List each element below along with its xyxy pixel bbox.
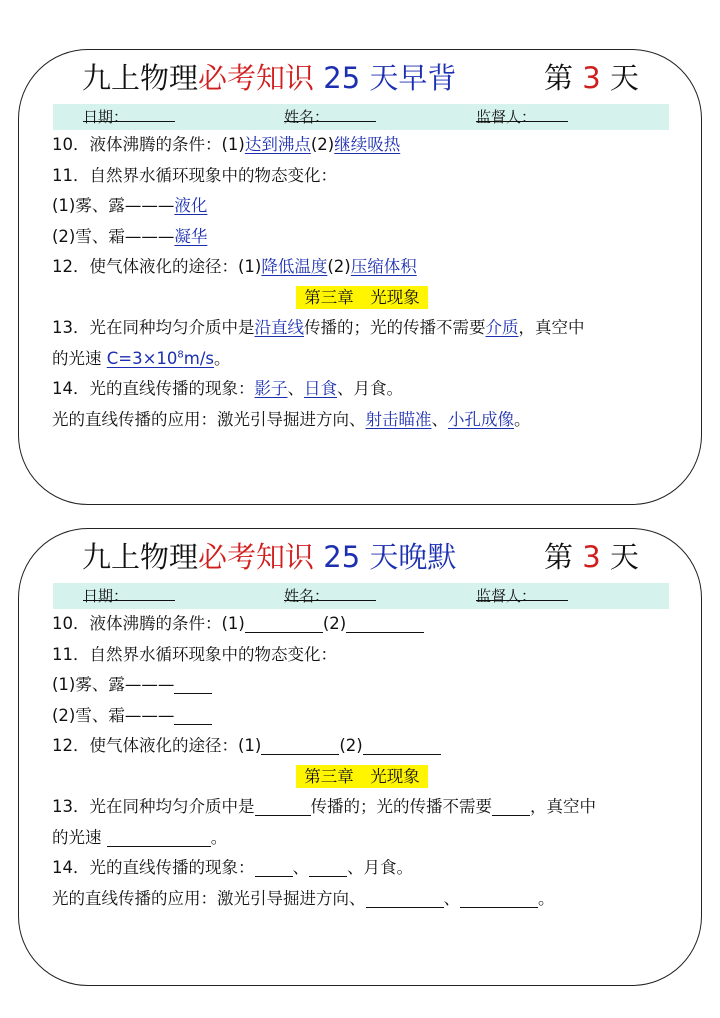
q13-end: ，真空中	[518, 318, 585, 337]
day-number: 3	[582, 61, 601, 95]
q11-1-text: (1)雾、露———	[52, 675, 175, 694]
q12-answer-1: 降低温度	[261, 257, 328, 276]
app-end: 。	[538, 888, 555, 908]
chapter-label: 第三章 光现象	[296, 286, 428, 309]
question-14	[52, 853, 672, 884]
application-line	[52, 884, 672, 915]
name-blank[interactable]	[284, 583, 376, 601]
card-title	[82, 535, 456, 576]
q13-text: 13．光在同种均匀介质中是	[52, 797, 255, 816]
q13b-blank[interactable]	[107, 826, 211, 847]
q11-1-blank[interactable]	[174, 673, 212, 694]
app-blank-2[interactable]	[460, 887, 538, 908]
info-bar	[53, 583, 669, 609]
q11-2-text: (2)雪、霜———	[52, 705, 175, 725]
q10-text: 10．液体沸腾的条件：(1)	[52, 135, 245, 154]
q13-blank-2[interactable]	[492, 795, 530, 816]
supervisor-blank[interactable]	[476, 104, 568, 122]
app-blank-1[interactable]	[366, 887, 444, 908]
app-text: 光的直线传播的应用：激光引导掘进方向、	[52, 409, 366, 429]
question-13-cont	[52, 823, 672, 854]
q14-blank-1[interactable]	[255, 856, 293, 877]
supervisor-label: 监督人：	[476, 108, 537, 126]
name-label: 姓名：	[284, 108, 330, 126]
q13-answer-1: 沿直线	[254, 318, 304, 337]
q14-blank-2[interactable]	[309, 856, 347, 877]
question-list	[52, 130, 672, 435]
date-blank[interactable]	[83, 104, 175, 122]
q10-answer-1: 达到沸点	[244, 135, 311, 154]
q10-mid: (2)	[322, 614, 347, 633]
title-highlight: 必考知识	[198, 540, 315, 574]
date-label: 日期：	[83, 587, 129, 605]
q14-sep: 、	[292, 858, 309, 877]
date-label: 日期：	[83, 108, 129, 126]
q12-mid: (2)	[339, 736, 363, 755]
day-prefix: 第	[544, 540, 574, 574]
q13-mid: 传播的；光的传播不需要	[310, 797, 492, 816]
day-suffix: 天	[609, 540, 639, 574]
info-bar	[53, 104, 669, 130]
date-blank[interactable]	[83, 583, 175, 601]
q13b-end: 。	[210, 827, 228, 847]
q13-blank-1[interactable]	[255, 795, 311, 816]
question-11: 11．自然界水循环现象中的物态变化：	[52, 644, 337, 664]
question-14	[52, 374, 672, 405]
chapter-heading	[52, 283, 672, 314]
question-13-cont	[52, 344, 672, 375]
application-line	[52, 405, 672, 436]
q10-blank-1[interactable]	[245, 612, 323, 633]
q11-2-text: (2)雪、霜———	[52, 226, 175, 246]
q13-text: 13．光在同种均匀介质中是	[52, 318, 255, 337]
q14-answer-2: 日食	[304, 379, 337, 398]
q14-end: 、月食。	[347, 858, 413, 877]
day-number: 3	[582, 540, 601, 574]
question-10	[52, 609, 672, 640]
app-end: 。	[514, 409, 531, 429]
q12-text: 12．使气体液化的途径：(1)	[52, 736, 262, 755]
q10-answer-2: 继续吸热	[334, 135, 401, 154]
q12-blank-2[interactable]	[363, 734, 441, 755]
app-text: 光的直线传播的应用：激光引导掘进方向、	[52, 888, 366, 908]
q13b-text: 的光速	[52, 827, 107, 847]
name-blank[interactable]	[284, 104, 376, 122]
day-counter	[544, 535, 639, 576]
q10-text: 10．液体沸腾的条件：(1)	[52, 614, 245, 633]
speed-unit: m/s	[183, 348, 215, 368]
chapter-label: 第三章 光现象	[296, 765, 428, 788]
title-subject: 九上物理	[82, 61, 199, 95]
q14-end: 、月食。	[337, 379, 403, 398]
q12-blank-1[interactable]	[261, 734, 339, 755]
q14-text: 14．光的直线传播的现象：	[52, 858, 255, 877]
q11-2-blank[interactable]	[174, 704, 212, 725]
day-suffix: 天	[609, 61, 639, 95]
speed-base: C=3×10	[106, 348, 178, 368]
day-counter	[544, 56, 639, 97]
card-title	[82, 56, 456, 97]
q12-answer-2: 压缩体积	[350, 257, 417, 276]
q11-1-answer: 液化	[174, 196, 208, 215]
q11-1-text: (1)雾、露———	[52, 196, 175, 215]
app-answer-2: 小孔成像	[448, 409, 514, 429]
question-10	[52, 130, 672, 161]
day-prefix: 第	[544, 61, 574, 95]
morning-review-card	[18, 49, 702, 505]
app-answer-1: 射击瞄准	[365, 409, 432, 429]
card-header	[19, 529, 701, 583]
question-list	[52, 609, 672, 914]
question-11: 11．自然界水循环现象中的物态变化：	[52, 165, 337, 185]
q13-mid: 传播的；光的传播不需要	[304, 318, 486, 337]
question-11-2	[52, 222, 672, 253]
q13b-end: 。	[214, 348, 231, 368]
question-11-1	[52, 670, 672, 701]
card-header	[19, 50, 701, 104]
speed-exponent: 8	[177, 349, 184, 360]
q13b-answer	[107, 349, 214, 368]
q13-end: ，真空中	[530, 797, 596, 816]
title-highlight: 必考知识	[198, 61, 315, 95]
title-plan: 25 天早背	[323, 61, 457, 95]
app-sep: 、	[443, 888, 460, 908]
question-12	[52, 731, 672, 762]
q12-mid: (2)	[327, 257, 351, 276]
app-sep: 、	[431, 409, 448, 429]
supervisor-blank[interactable]	[476, 583, 568, 601]
evening-dictation-card	[18, 528, 702, 986]
q13-answer-2: 介质	[485, 318, 519, 337]
name-label: 姓名：	[284, 587, 330, 605]
supervisor-label: 监督人：	[476, 587, 537, 605]
q14-sep: 、	[287, 379, 304, 398]
q10-mid: (2)	[310, 135, 335, 154]
q13b-text: 的光速	[52, 348, 107, 368]
q14-text: 14．光的直线传播的现象：	[52, 379, 255, 398]
chapter-heading	[52, 762, 672, 793]
title-subject: 九上物理	[82, 540, 199, 574]
q12-text: 12．使气体液化的途径：(1)	[52, 257, 262, 276]
title-plan: 25 天晚默	[323, 540, 457, 574]
q14-answer-1: 影子	[254, 379, 288, 398]
question-11-1	[52, 191, 672, 222]
q10-blank-2[interactable]	[346, 612, 424, 633]
question-13	[52, 792, 672, 823]
question-11-2	[52, 701, 672, 732]
question-12	[52, 252, 672, 283]
q11-2-answer: 凝华	[174, 226, 208, 246]
question-13	[52, 313, 672, 344]
